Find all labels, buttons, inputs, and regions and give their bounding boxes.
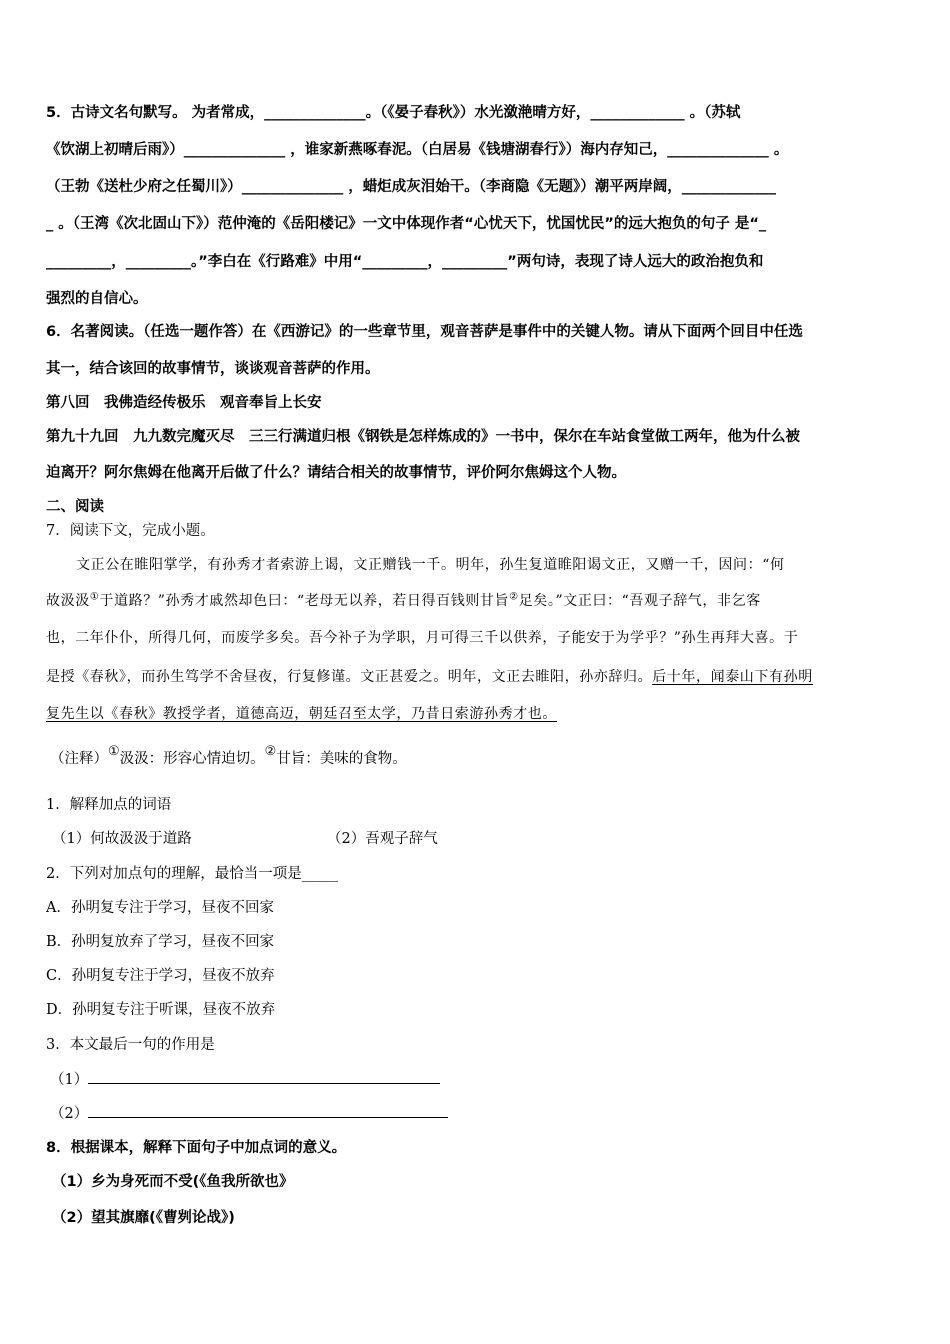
- q5-line-3: （王勃《送杜少府之任蜀川》）______________ ，蜡炬成灰泪始干。（李商隐《无题》）潮平两岸阔，_____________: [46, 179, 777, 195]
- answer-line-2: （2）: [50, 1103, 448, 1124]
- q7-intro: 7．阅读下文，完成小题。: [46, 523, 215, 539]
- option-c: C．孙明复专注于学习，昼夜不放弃: [46, 968, 275, 984]
- q6-line-2: 其一，结合该回的故事情节，谈谈观音菩萨的作用。: [46, 361, 380, 377]
- passage-line-2: 故汲汲①于道路？”孙秀才戚然却色曰：“老母无以养，若日得百钱则甘旨②足矣。”文正曰：“吾观子辞气，非乞客: [46, 591, 761, 609]
- footnote-mark-1: ①: [89, 591, 100, 603]
- underlined-sentence-part-2: 复先生以《春秋》教授学者，道德高迈，朝廷召至太学，乃昔日索游孙秀才也。: [46, 706, 557, 722]
- q7-sub1-item-a: （1）何故汲汲于道路: [52, 831, 192, 847]
- q6-line-5: 迫离开？阿尔焦姆在他离开后做了什么？请结合相关的故事情节，评价阿尔焦姆这个人物。: [46, 465, 626, 481]
- option-a: A．孙明复专注于学习，昼夜不回家: [46, 900, 274, 916]
- section-heading-reading: 二、阅读: [46, 499, 104, 515]
- answer-line-1: （1）: [50, 1069, 440, 1090]
- q5-line-5: _________，_________。”李白在《行路难》中用“_________，_________”两句诗，表现了诗人远大的政治抱负和: [46, 254, 764, 270]
- q6-line-3: 第八回 我佛造经传极乐 观音奉旨上长安: [46, 395, 322, 411]
- answer-blank-2[interactable]: [88, 1103, 448, 1118]
- underlined-sentence-part-1: 后十年，闻泰山下有孙明: [652, 669, 813, 685]
- answer-blank-1[interactable]: [88, 1069, 440, 1084]
- passage-line-4: 是授《春秋》，而孙生笃学不舍昼夜，行复修谨。文正甚爱之。明年，文正去睢阳，孙亦辞归。后十年，闻泰山下有孙明: [46, 669, 813, 685]
- q7-sub1-item-b: （2）吾观子辞气: [327, 831, 438, 847]
- q5-line-2: 《饮湖上初晴后雨》）______________ ，谁家新燕啄春泥。（白居易《钱塘湖春行》）海内存知己，______________ 。: [46, 142, 789, 158]
- footnote-mark-2: ②: [509, 591, 519, 603]
- passage-line-1: 文正公在睢阳掌学，有孙秀才者索游上谒，文正赠钱一千。明年，孙生复道睢阳谒文正，又赠一千，因问：“何: [76, 557, 785, 573]
- q8-title: 8．根据课本，解释下面句子中加点词的意义。: [46, 1140, 347, 1156]
- q5-line-4: _ 。（王湾《次北固山下》）范仲淹的《岳阳楼记》一文中体现作者“心忧天下，忧国忧民”的远大抱负的句子 是“_: [46, 216, 767, 232]
- q7-sub3-title: 3．本文最后一句的作用是: [46, 1037, 215, 1053]
- q8-item-1: （1）乡为身死而不受(《鱼我所欲也》: [52, 1174, 294, 1190]
- q5-line-1: 5．古诗文名句默写。 为者常成，______________。（《晏子春秋》）水光潋滟晴方好，_____________ 。（苏轼: [46, 105, 741, 121]
- option-d: D．孙明复专注于听课，昼夜不放弃: [46, 1002, 276, 1018]
- q7-sub2-title: 2．下列对加点句的理解，最恰当一项是_____: [46, 866, 338, 882]
- option-b: B．孙明复放弃了学习，昼夜不回家: [46, 934, 275, 950]
- q7-sub1-title: 1．解释加点的词语: [46, 797, 172, 813]
- q6-line-1: 6．名著阅读。（任选一题作答）在《西游记》的一些章节里，观音菩萨是事件中的关键人物。请从下面两个回目中任选: [46, 324, 803, 340]
- q6-line-4: 第九十九回 九九数完魔灭尽 三三行满道归根《钢铁是怎样炼成的》一书中，保尔在车站食堂做工两年，他为什么被: [46, 429, 800, 445]
- note-mark-2: ②: [264, 744, 277, 759]
- q5-line-6: 强烈的自信心。: [46, 291, 148, 307]
- passage-line-3: 也，二年仆仆，所得几何，而废学多矣。吾今补子为学职，月可得三千以供养，子能安于为学乎？”孙生再拜大喜。于: [46, 630, 799, 646]
- note-mark-1: ①: [108, 744, 120, 759]
- notes: （注释）①汲汲：形容心情迫切。②甘旨：美味的食物。: [50, 744, 407, 767]
- q8-item-2: （2）望其旗靡(《曹刿论战》): [52, 1210, 235, 1226]
